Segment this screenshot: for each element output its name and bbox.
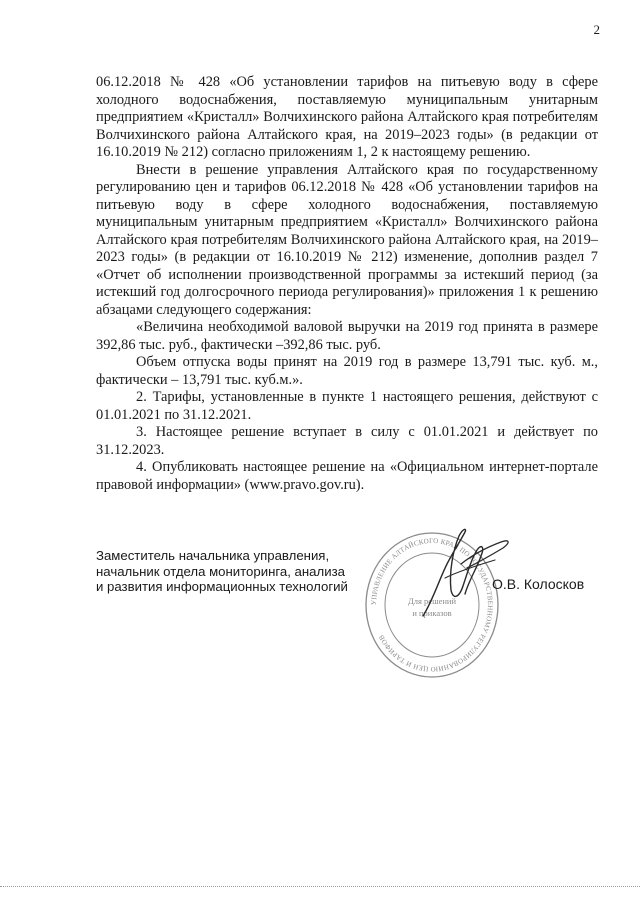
page-number: 2 <box>593 22 600 37</box>
stamp-inner-line: Для решений <box>407 596 457 606</box>
footer-divider <box>0 886 640 887</box>
stamp-inner-line: и приказов <box>412 608 452 618</box>
position-line: и развития информационных технологий <box>96 579 348 594</box>
document-body <box>96 74 598 494</box>
paragraph-amendment: Внести в решение управления Алтайского края по государственному регулированию цен и тарифов 06.12.2018 № 428 «Об установлении тарифов на питьевую воду в сфере холодного водоснабжения, поставляемую муниципальным унитарным предприятием «Кристалл» Волчихинского района Алтайского края потребителям Волчихинского района Алтайского края, на 2019–2023 годы» (в редакции от 16.10.2019 № 212) изменение, дополнив раздел 7 «Отчет об исполнении производственной программы за истекший период (за истекший год долгосрочного периода регулирования)» приложения 1 к решению абзацами следующего содержания: <box>96 161 598 318</box>
paragraph-item-4: 4. Опубликовать настоящее решение на «Официальном интернет-портале правовой информации» (www.pravo.gov.ru). <box>96 459 598 493</box>
signatory-position <box>96 548 396 595</box>
stamp-ring-text: УПРАВЛЕНИЕ АЛТАЙСКОГО КРАЯ ПО ГОСУДАРСТВЕННОМУ РЕГУЛИРОВАНИЮ ЦЕН И ТАРИФОВ <box>369 536 495 674</box>
paragraph-revenue: «Величина необходимой валовой выручки на 2019 год принята в размере 392,86 тыс. руб., фактически –392,86 тыс. руб. <box>96 319 598 353</box>
paragraph-continuation: 06.12.2018 № 428 «Об установлении тарифов на питьевую воду в сфере холодного водоснабжения, поставляемую муниципальным унитарным предприятием «Кристалл» Волчихинского района Алтайского края потребителям Волчихинского района Алтайского края, на 2019–2023 годы» (в редакции от 16.10.2019 № 212) согласно приложениям 1, 2 к настоящему решению. <box>96 74 598 160</box>
paragraph-water-volume: Объем отпуска воды принят на 2019 год в размере 13,791 тыс. куб. м., фактически – 13,791 тыс. куб.м.». <box>96 354 598 388</box>
position-line: Заместитель начальника управления, <box>96 548 330 563</box>
position-line: начальник отдела мониторинга, анализа <box>96 563 345 579</box>
paragraph-item-3: 3. Настоящее решение вступает в силу с 01.01.2021 и действует по 31.12.2023. <box>96 424 598 458</box>
signer-name: О.В. Колосков <box>492 576 585 592</box>
handwritten-signature <box>405 520 515 630</box>
paragraph-item-2: 2. Тарифы, установленные в пункте 1 настоящего решения, действуют с 01.01.2021 по 31.12.2021. <box>96 389 598 423</box>
